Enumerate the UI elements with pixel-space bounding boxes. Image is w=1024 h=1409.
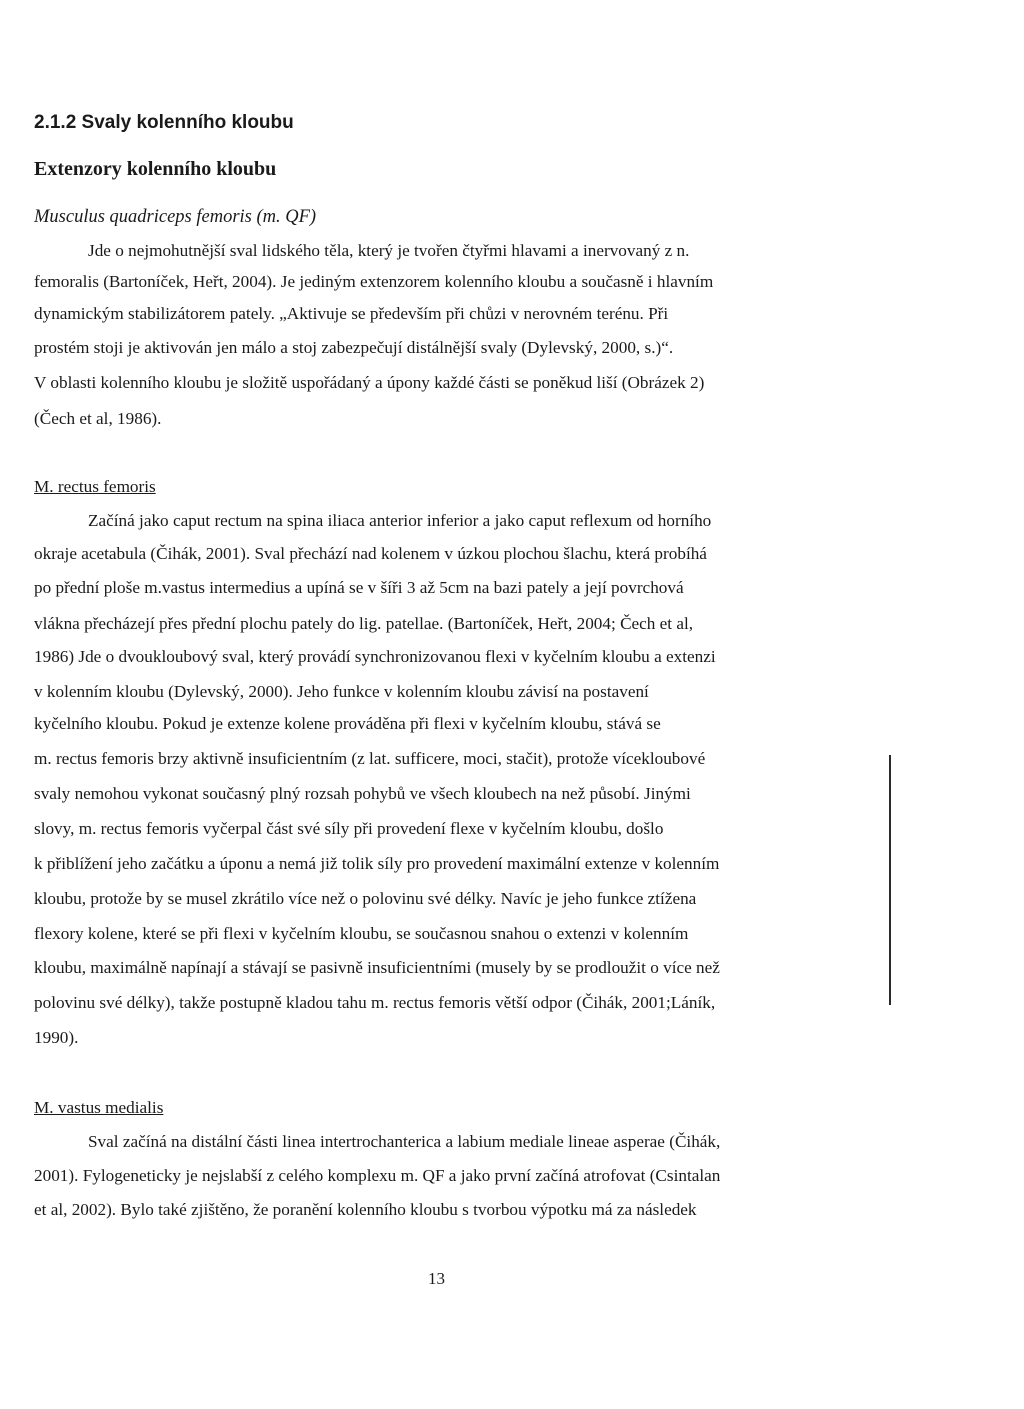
paragraph-line: Sval začíná na distální části linea intertrochanterica a labium mediale lineae asperae (Čihák,: [88, 1132, 721, 1151]
paragraph-line: okraje acetabula (Čihák, 2001). Sval přechází nad kolenem v úzkou plochou šlachu, která probíhá: [34, 544, 707, 563]
paragraph-line: femoralis (Bartoníček, Heřt, 2004). Je jediným extenzorem kolenního kloubu a současně i hlavním: [34, 272, 714, 291]
paragraph-line: prostém stoji je aktivován jen málo a stoj zabezpečují distálnější svaly (Dylevský, 2000, s.)“.: [34, 338, 674, 357]
paragraph-line: dynamickým stabilizátorem pately. „Aktivuje se především při chůzi v nerovném terénu. Při: [34, 304, 669, 323]
page-number: 13: [428, 1269, 445, 1288]
paragraph-line: 2001). Fylogeneticky je nejslabší z celého komplexu m. QF a jako první začíná atrofovat (Csintalan: [34, 1166, 721, 1185]
paragraph-line: Jde o nejmohutnější sval lidského těla, který je tvořen čtyřmi hlavami a inervovaný z n.: [88, 241, 690, 260]
paragraph-line: vlákna přecházejí přes přední plochu pately do lig. patellae. (Bartoníček, Heřt, 2004; Čech et al,: [34, 614, 694, 633]
paragraph-line: V oblasti kolenního kloubu je složitě uspořádaný a úpony každé části se poněkud liší (Obrázek 2): [34, 373, 705, 392]
paragraph-line: et al, 2002). Bylo také zjištěno, že poranění kolenního kloubu s tvorbou výpotku má za následek: [34, 1200, 697, 1219]
muscle-title: Musculus quadriceps femoris (m. QF): [34, 207, 317, 227]
paragraph-line: flexory kolene, které se při flexi v kyčelním kloubu, se současnou snahou o extenzi v kolenním: [34, 924, 689, 943]
paragraph-line: svaly nemohou vykonat současný plný rozsah pohybů ve všech kloubech na než působí. Jinými: [34, 784, 691, 803]
paragraph-line: slovy, m. rectus femoris vyčerpal část své síly při provedení flexe v kyčelním kloubu, došlo: [34, 819, 664, 838]
paragraph-line: Začíná jako caput rectum na spina iliaca anterior inferior a jako caput reflexum od horního: [88, 511, 712, 530]
paragraph-line: 1990).: [34, 1028, 79, 1047]
paragraph-line: polovinu své délky), takže postupně kladou tahu m. rectus femoris větší odpor (Čihák, 2001;Láník,: [34, 993, 716, 1012]
section-title: 2.1.2 Svaly kolenního kloubu: [34, 112, 294, 133]
vastus-medialis-heading: M. vastus medialis: [34, 1098, 164, 1117]
paragraph-line: v kolenním kloubu (Dylevský, 2000). Jeho funkce v kolenním kloubu závisí na postavení: [34, 682, 649, 701]
paragraph-line: k přiblížení jeho začátku a úponu a nemá již tolik síly pro provedení maximální extenze v kolenním: [34, 854, 720, 873]
paragraph-line: (Čech et al, 1986).: [34, 409, 162, 428]
paragraph-line: 1986) Jde o dvoukloubový sval, který provádí synchronizovanou flexi v kyčelním kloubu a extenzi: [34, 647, 716, 666]
paragraph-line: po přední ploše m.vastus intermedius a upíná se v šíři 3 až 5cm na bazi pately a její povrchová: [34, 578, 684, 597]
paragraph-line: kloubu, protože by se musel zkrátilo více než o polovinu své délky. Navíc je jeho funkce ztížena: [34, 889, 697, 908]
subsection-title: Extenzory kolenního kloubu: [34, 158, 277, 180]
paragraph-line: m. rectus femoris brzy aktivně insuficientním (z lat. sufficere, moci, stačit), protože vícekloubové: [34, 749, 706, 768]
paragraph-line: kyčelního kloubu. Pokud je extenze kolene prováděna při flexi v kyčelním kloubu, stává se: [34, 714, 661, 733]
rectus-femoris-heading: M. rectus femoris: [34, 477, 156, 496]
margin-rule: [889, 755, 891, 1005]
paragraph-line: kloubu, maximálně napínají a stávají se pasivně insuficientními (musely by se prodloužit o více než: [34, 958, 720, 977]
